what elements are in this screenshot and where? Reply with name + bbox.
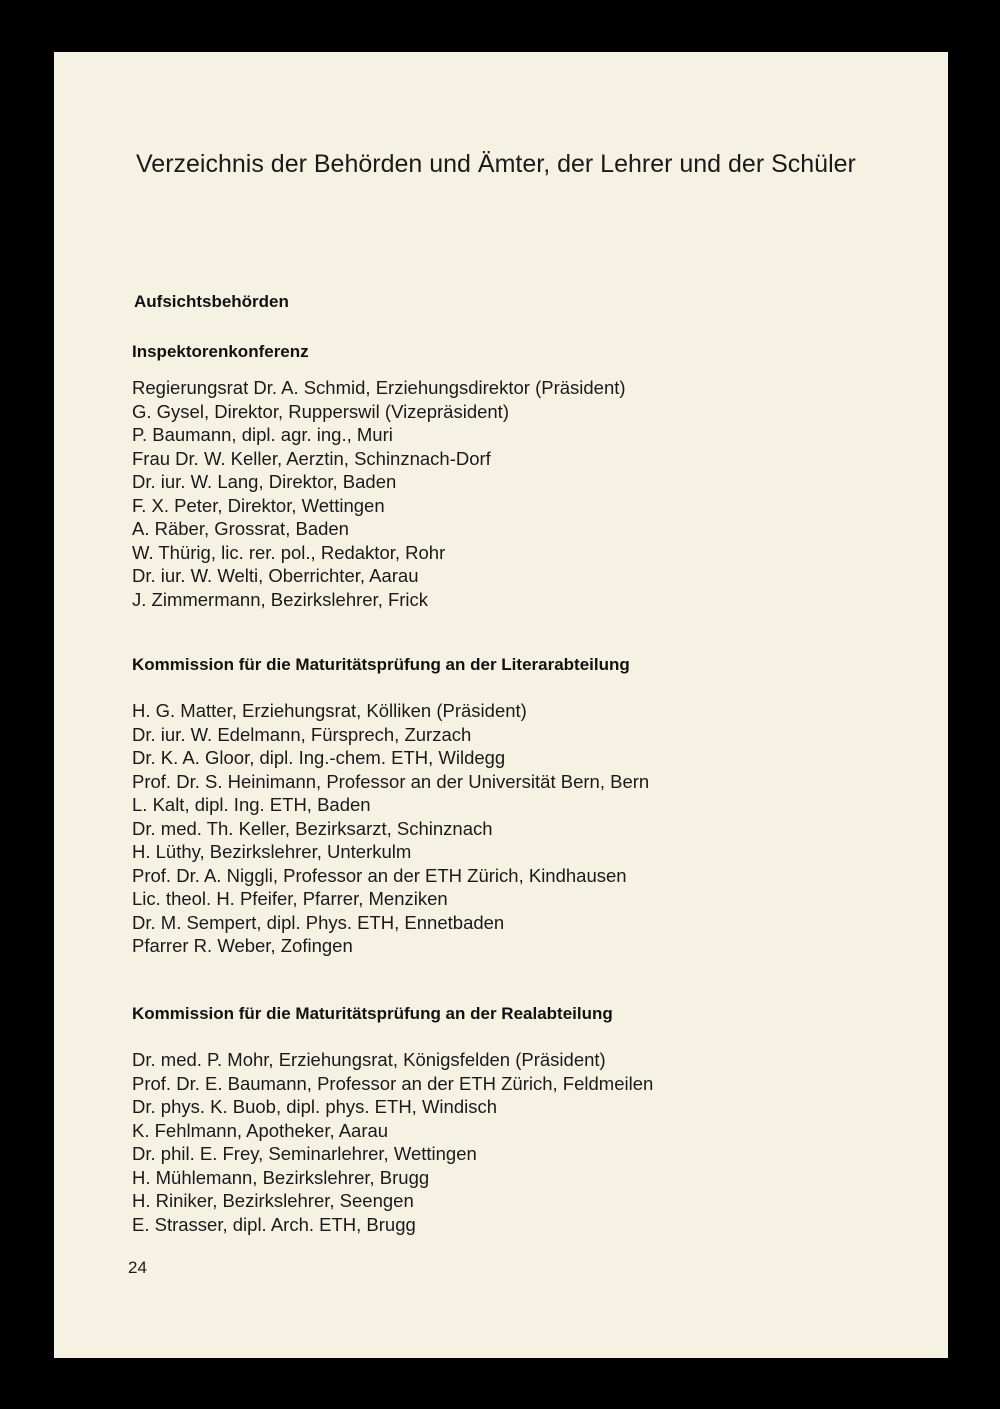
page-title: Verzeichnis der Behörden und Ämter, der Lehrer und der Schüler <box>136 150 856 178</box>
list-item: Dr. med. P. Mohr, Erziehungsrat, Königsfelden (Präsident) <box>132 1049 606 1070</box>
list-item: Regierungsrat Dr. A. Schmid, Erziehungsdirektor (Präsident) <box>132 377 626 398</box>
list-item: Dr. phys. K. Buob, dipl. phys. ETH, Windisch <box>132 1096 498 1117</box>
list-item: G. Gysel, Direktor, Rupperswil (Vizepräsident) <box>132 400 509 422</box>
list-item: Dr. med. Th. Keller, Bezirksarzt, Schinznach <box>132 817 493 839</box>
list-item: Prof. Dr. E. Baumann, Professor an der ETH Zürich, Feldmeilen <box>132 1072 654 1094</box>
section-heading: Kommission für die Maturitätsprüfung an der Realabteilung <box>132 1004 613 1023</box>
list-item: H. G. Matter, Erziehungsrat, Kölliken (Präsident) <box>132 700 527 721</box>
section-literarabteilung <box>132 653 892 958</box>
list-item: H. Lüthy, Bezirkslehrer, Unterkulm <box>132 841 412 862</box>
page-number: 24 <box>128 1258 147 1277</box>
list-item: P. Baumann, dipl. agr. ing., Muri <box>132 424 393 445</box>
list-item: Frau Dr. W. Keller, Aerztin, Schinznach-Dorf <box>132 447 491 469</box>
section-realabteilung <box>132 1002 892 1236</box>
list-item: Dr. iur. W. Lang, Direktor, Baden <box>132 471 397 492</box>
list-item: Dr. iur. W. Edelmann, Fürsprech, Zurzach <box>132 723 472 745</box>
list-item: Lic. theol. H. Pfeifer, Pfarrer, Menziken <box>132 888 448 909</box>
list-item: K. Fehlmann, Apotheker, Aarau <box>132 1119 389 1141</box>
document-page <box>54 52 948 1358</box>
entry-list <box>132 376 892 611</box>
list-item: F. X. Peter, Direktor, Wettingen <box>132 494 385 516</box>
entry-list <box>132 699 892 958</box>
main-heading: Aufsichtsbehörden <box>134 292 289 311</box>
entry-list <box>132 1048 892 1236</box>
list-item: Dr. iur. W. Welti, Oberrichter, Aarau <box>132 565 419 586</box>
list-item: A. Räber, Grossrat, Baden <box>132 518 349 539</box>
list-item: Prof. Dr. S. Heinimann, Professor an der Universität Bern, Bern <box>132 770 650 792</box>
section-heading: Inspektorenkonferenz <box>132 342 309 361</box>
list-item: L. Kalt, dipl. Ing. ETH, Baden <box>132 794 371 815</box>
list-item: Dr. phil. E. Frey, Seminarlehrer, Wettingen <box>132 1143 477 1164</box>
list-item: Dr. K. A. Gloor, dipl. Ing.-chem. ETH, Wildegg <box>132 747 506 768</box>
list-item: H. Riniker, Bezirkslehrer, Seengen <box>132 1190 414 1211</box>
list-item: Pfarrer R. Weber, Zofingen <box>132 935 353 956</box>
list-item: Prof. Dr. A. Niggli, Professor an der ETH Zürich, Kindhausen <box>132 864 627 886</box>
list-item: Dr. M. Sempert, dipl. Phys. ETH, Ennetbaden <box>132 911 505 933</box>
list-item: W. Thürig, lic. rer. pol., Redaktor, Rohr <box>132 541 446 563</box>
list-item: E. Strasser, dipl. Arch. ETH, Brugg <box>132 1213 416 1235</box>
list-item: J. Zimmermann, Bezirkslehrer, Frick <box>132 588 429 610</box>
section-heading: Kommission für die Maturitätsprüfung an der Literarabteilung <box>132 655 630 674</box>
section-inspektorenkonferenz <box>132 340 892 611</box>
list-item: H. Mühlemann, Bezirkslehrer, Brugg <box>132 1166 430 1188</box>
